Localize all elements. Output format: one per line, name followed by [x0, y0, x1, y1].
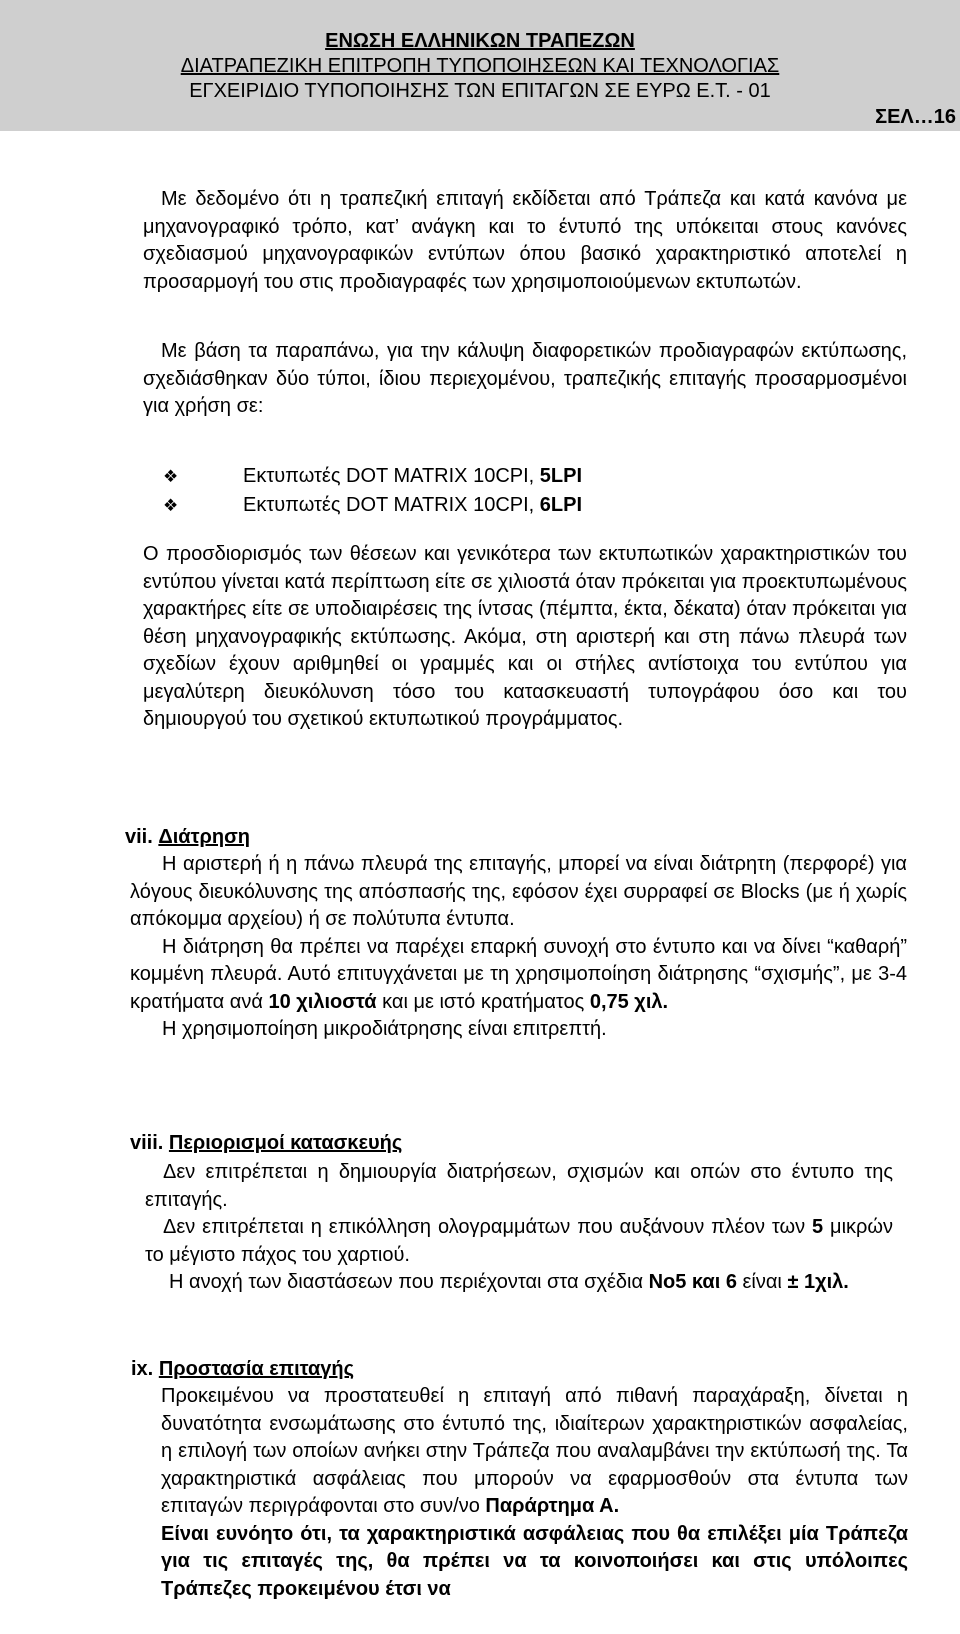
section-viii-paragraph-3-bold-2: ± 1χιλ. — [787, 1271, 849, 1293]
bullet-item-1-text: Εκτυπωτές DOT MATRIX 10CPI, — [243, 465, 540, 487]
positioning-paragraph-text: Ο προσδιορισμός των θέσεων και γενικότερα των εκτυπωτικών χαρακτηριστικών του εντύπου γίνεται κατά περίπτωση είτε σε χιλιοστά όταν πρόκειται για προεκτυπωμένους χαρακτήρες είτε σε υποδιαιρέσεις της ίντσας (πέμπτα, έκτα, δέκατα) όταν πρόκειται για θέση μηχανογραφικής εκτύπωσης. Ακόμα, στη αριστερή και στη πάνω πλευρά των σχεδίων έχουν αριθμηθεί οι γραμμές και οι στήλες αντίστοιχα του εντύπου για μεγαλύτερη διευκόλυνση τόσο του κατασκευαστή τυπογράφου όσο και του δημιουργού του σχετικού εκτυπωτικού προγράμματος. — [143, 543, 907, 730]
bullet-item-2-text: Εκτυπωτές DOT MATRIX 10CPI, — [243, 494, 540, 516]
intro-paragraph-2 — [143, 338, 907, 421]
diamond-dots-icon: ❖ — [163, 467, 179, 486]
page-number: ΣΕΛ…16 — [875, 106, 956, 128]
header-organization: ΕΝΩΣΗ ΕΛΛΗΝΙΚΩΝ ΤΡΑΠΕΖΩΝ — [325, 30, 635, 52]
section-ix-paragraph-1 — [161, 1383, 908, 1521]
bullet-item-1 — [163, 462, 582, 491]
intro-paragraph-2-text: Με βάση τα παραπάνω, για την κάλυψη διαφορετικών προδιαγραφών εκτύπωσης, σχεδιάσθηκαν δύο τύποι, ίδιου περιεχομένου, τραπεζικής επιταγής προσαρμοσμένοι για χρήση σε: — [143, 340, 907, 417]
section-viii-heading — [130, 1130, 402, 1156]
header-committee: ΔΙΑΤΡΑΠΕΖΙΚΗ ΕΠΙΤΡΟΠΗ ΤΥΠΟΠΟΙΗΣΕΩΝ ΚΑΙ ΤΕΧΝΟΛΟΓΙΑΣ — [180, 55, 780, 77]
section-ix-paragraph-1-bold: Παράρτημα Α. — [485, 1495, 620, 1517]
page-header — [0, 0, 960, 131]
section-vii-paragraph-1: Η αριστερή ή η πάνω πλευρά της επιταγής, μπορεί να είναι διάτρητη (περφορέ) για λόγους διευκόλυνσης της απόσπασής της, εφόσον έχει συρραφεί σε Blocks (με ή χωρίς απόκομμα αρχείου) ή σε πολύτυπα έντυπα. — [130, 853, 907, 930]
bullet-item-2 — [163, 491, 582, 520]
section-viii-body — [145, 1159, 893, 1297]
section-vii-paragraph-3: Η χρησιμοποίηση μικροδιάτρησης είναι επιτρεπτή. — [162, 1018, 607, 1040]
section-ix-body — [161, 1383, 908, 1603]
header-manual-title: ΕΓΧΕΙΡΙΔΙΟ ΤΥΠΟΠΟΙΗΣΗΣ ΤΩΝ ΕΠΙΤΑΓΩΝ ΣΕ ΕΥΡΩ Ε.Τ. - 01 — [189, 80, 771, 102]
section-vii-body — [130, 851, 907, 1044]
section-viii-paragraph-2-a: Δεν επιτρέπεται η επικόλληση ολογραμμάτων που αυξάνουν πλέον των — [163, 1216, 813, 1238]
intro-paragraph-1-text: Με δεδομένο ότι η τραπεζική επιταγή εκδίδεται από Τράπεζα και κατά κανόνα με μηχανογραφικό τρόπο, κατ’ ανάγκη και το έντυπό της υπόκειται στους κανόνες σχεδιασμού μηχανογραφικών εντύπων όπου βασικό χαρακτηριστικό αποτελεί η προσαρμογή του στις προδιαγραφές των χρησιμοποιούμενων εκτυπωτών. — [143, 188, 907, 293]
section-ix-title: Προστασία επιταγής — [158, 1358, 355, 1380]
section-vii-paragraph-2-c: και με ιστό κρατήματος — [376, 990, 590, 1013]
section-vii-paragraph-2-bold-1: 10 χιλιοστά — [268, 990, 377, 1013]
section-ix-paragraph-1-a: Προκειμένου να προστατευθεί η επιταγή από πιθανή παραχάραξη, δίνεται η δυνατότητα ενσωμάτωσης στο έντυπό της, ιδιαίτερων χαρακτηριστικών ασφαλείας, η επιλογή των οποίων ανήκει στην Τράπεζα που αναλαμβάνει την εκτύπωσή της. Τα χαρακτηριστικά ασφάλειας που μπορούν να εφαρμοσθούν στα έντυπα των επιταγών περιγράφονται στο συν/νο — [161, 1385, 908, 1517]
section-viii-title: Περιορισμοί κατασκευής — [168, 1132, 403, 1154]
section-viii-paragraph-3-c: είναι — [736, 1271, 788, 1293]
bullet-item-1-bold: 5LPI — [539, 465, 583, 487]
section-viii-number: viii. — [130, 1132, 164, 1154]
section-vii-heading — [125, 824, 250, 850]
section-viii-paragraph-2-bold: 5 — [812, 1216, 824, 1238]
section-ix-paragraph-2: Είναι ευνόητο ότι, τα χαρακτηριστικά ασφάλειας που θα επιλέξει μία Τράπεζα για τις επιταγές της, θα πρέπει να τα κοινοποιήσει και στις υπόλοιπες Τράπεζες προκειμένου έτσι να — [161, 1522, 908, 1600]
section-viii-paragraph-3-bold-1: No5 και 6 — [648, 1271, 737, 1293]
section-vii-paragraph-2-bold-2: 0,75 χιλ. — [589, 990, 669, 1013]
section-viii-paragraph-2-c: μικρών το μέγιστο πάχος του χαρτιού. — [145, 1216, 894, 1266]
bullet-item-2-bold: 6LPI — [539, 494, 583, 516]
positioning-paragraph — [143, 541, 907, 734]
section-vii-paragraph-2 — [130, 934, 907, 1017]
section-ix-number: ix. — [131, 1358, 154, 1380]
section-viii-paragraph-3-a: Η ανοχή των διαστάσεων που περιέχονται στα σχέδια — [169, 1271, 649, 1293]
section-vii-title: Διάτρηση — [158, 826, 250, 848]
intro-paragraph-1 — [143, 186, 907, 296]
section-ix-heading — [131, 1356, 354, 1382]
section-viii-paragraph-2 — [145, 1214, 893, 1269]
diamond-dots-icon: ❖ — [163, 496, 179, 515]
section-viii-paragraph-3 — [145, 1269, 893, 1297]
section-vii-paragraph-2-a: Η διάτρηση θα πρέπει να παρέχει επαρκή συνοχή στο έντυπο και να δίνει “καθαρή” κομμένη πλευρά. Αυτό επιτυγχάνεται με τη χρησιμοποίηση διάτρησης “σχισμής”, με 3-4 κρατήματα ανά — [130, 935, 907, 1013]
section-viii-paragraph-1: Δεν επιτρέπεται η δημιουργία διατρήσεων, σχισμών και οπών στο έντυπο της επιταγής. — [145, 1161, 893, 1211]
section-vii-number: vii. — [125, 826, 153, 848]
